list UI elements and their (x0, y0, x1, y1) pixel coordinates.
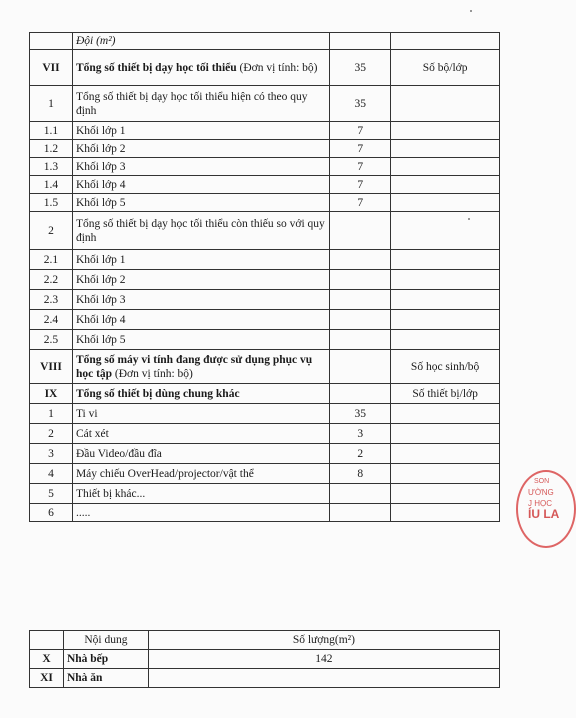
row-quantity: 2 (330, 444, 391, 464)
row-number: 1 (30, 86, 73, 122)
row-content: Tổng số thiết bị dạy học tối thiểu hiện có theo quy định (72, 86, 329, 122)
row-unit (391, 290, 500, 310)
table-row (30, 50, 500, 86)
table-row (30, 33, 500, 50)
row-quantity: 35 (330, 86, 391, 122)
row-number: 6 (30, 504, 73, 522)
row-unit (391, 140, 500, 158)
table-row (30, 404, 500, 424)
row-quantity (330, 310, 391, 330)
facility-header-qty: Số lượng(m²) (148, 631, 499, 650)
table-row (30, 290, 500, 310)
row-quantity: 35 (330, 404, 391, 424)
row-unit (391, 212, 500, 250)
row-content: Thiết bị khác... (72, 484, 329, 504)
row-number: 1.2 (30, 140, 73, 158)
row-unit (391, 330, 500, 350)
row-quantity: 8 (330, 464, 391, 484)
row-number: 1.3 (30, 158, 73, 176)
row-content: Máy chiếu OverHead/projector/vật thể (72, 464, 329, 484)
row-unit (391, 86, 500, 122)
row-content-bold: Tổng số thiết bị dạy học tối thiểu (75, 61, 237, 74)
table-row (30, 384, 500, 404)
row-quantity (330, 250, 391, 270)
row-number: 1.4 (30, 176, 73, 194)
facility-qty (148, 669, 499, 688)
facility-content: Nhà ăn (63, 669, 148, 688)
table-row (30, 194, 500, 212)
row-content-bold: Tổng số thiết bị dùng chung khác (75, 387, 240, 400)
row-content: Đầu Video/đầu đĩa (72, 444, 329, 464)
row-quantity (330, 290, 391, 310)
row-content: ..... (72, 504, 329, 522)
row-content (72, 384, 329, 404)
row-number: 2.4 (30, 310, 73, 330)
row-number: 3 (30, 444, 73, 464)
facility-table (29, 630, 500, 688)
row-quantity (330, 504, 391, 522)
row-unit (391, 444, 500, 464)
row-number: VIII (30, 350, 73, 384)
row-unit (391, 424, 500, 444)
table-row (30, 122, 500, 140)
row-unit: Số học sinh/bộ (391, 350, 500, 384)
facility-header-no (30, 631, 64, 650)
row-content: Khối lớp 1 (72, 122, 329, 140)
row-quantity: 3 (330, 424, 391, 444)
equipment-table (29, 32, 500, 522)
row-content: Ti vi (72, 404, 329, 424)
row-number: VII (30, 50, 73, 86)
row-number: 1.5 (30, 194, 73, 212)
row-quantity (330, 330, 391, 350)
table-row (30, 250, 500, 270)
table-row (30, 350, 500, 384)
facility-header-row (30, 631, 500, 650)
table-row (30, 484, 500, 504)
row-quantity (330, 384, 391, 404)
row-number: 2.5 (30, 330, 73, 350)
facility-row (30, 650, 500, 669)
facility-no: X (30, 650, 64, 669)
row-unit (391, 122, 500, 140)
row-content: Tổng số thiết bị dạy học tối thiểu còn thiếu so với quy định (72, 212, 329, 250)
row-number: 4 (30, 464, 73, 484)
table-row (30, 140, 500, 158)
facility-header-content: Nội dung (63, 631, 148, 650)
row-unit (391, 504, 500, 522)
table-row (30, 504, 500, 522)
table-row (30, 464, 500, 484)
row-unit (391, 484, 500, 504)
row-quantity: 35 (330, 50, 391, 86)
table-row (30, 86, 500, 122)
table-row (30, 158, 500, 176)
row-content (72, 50, 329, 86)
stamp-text: ƯỜNG (528, 488, 554, 497)
row-quantity: 7 (330, 176, 391, 194)
row-quantity (330, 212, 391, 250)
facility-qty: 142 (148, 650, 499, 669)
row-unit (391, 404, 500, 424)
row-number (30, 33, 73, 50)
row-quantity (330, 350, 391, 384)
row-content: Khối lớp 3 (72, 290, 329, 310)
row-unit (391, 250, 500, 270)
row-number: 2.3 (30, 290, 73, 310)
row-unit (391, 176, 500, 194)
row-content: Khối lớp 2 (72, 270, 329, 290)
red-seal-stamp (516, 470, 576, 548)
row-content: Khối lớp 4 (72, 310, 329, 330)
stamp-text: J HỌC (528, 499, 552, 508)
table-row (30, 424, 500, 444)
row-unit (391, 194, 500, 212)
row-number: 2.2 (30, 270, 73, 290)
table-row (30, 310, 500, 330)
row-number: IX (30, 384, 73, 404)
row-number: 2 (30, 212, 73, 250)
table-row (30, 330, 500, 350)
row-content: Cát xét (72, 424, 329, 444)
table-row (30, 212, 500, 250)
row-unit (391, 464, 500, 484)
row-unit (391, 33, 500, 50)
stamp-text: ÍU LA (528, 507, 560, 521)
row-unit (391, 158, 500, 176)
row-content-rest: (Đơn vị tính: bộ) (236, 61, 318, 74)
row-quantity: 7 (330, 194, 391, 212)
row-content: Khối lớp 1 (72, 250, 329, 270)
facility-content: Nhà bếp (63, 650, 148, 669)
row-number: 1 (30, 404, 73, 424)
row-number: 1.1 (30, 122, 73, 140)
row-unit: Số bộ/lớp (391, 50, 500, 86)
table-row (30, 270, 500, 290)
row-number: 2.1 (30, 250, 73, 270)
row-number: 5 (30, 484, 73, 504)
row-content-bold: Tổng số máy vi tính đang được sử dụng phục vụ học tập (75, 353, 313, 380)
facility-row (30, 669, 500, 688)
row-quantity (330, 33, 391, 50)
row-content: Khối lớp 4 (72, 176, 329, 194)
row-quantity (330, 484, 391, 504)
row-quantity: 7 (330, 122, 391, 140)
table-row (30, 176, 500, 194)
row-content: Đội (m²) (72, 33, 329, 50)
row-content: Khối lớp 5 (72, 330, 329, 350)
row-number: 2 (30, 424, 73, 444)
scan-speck (470, 10, 472, 12)
row-content: Khối lớp 2 (72, 140, 329, 158)
row-quantity (330, 270, 391, 290)
row-unit (391, 310, 500, 330)
row-quantity: 7 (330, 158, 391, 176)
facility-no: XI (30, 669, 64, 688)
row-content: Khối lớp 5 (72, 194, 329, 212)
row-content-rest: (Đơn vị tính: bộ) (112, 367, 193, 380)
row-content: Khối lớp 3 (72, 158, 329, 176)
scan-speck (468, 218, 470, 220)
row-unit: Số thiết bị/lớp (391, 384, 500, 404)
row-content (72, 350, 329, 384)
stamp-text: SON (534, 478, 550, 485)
row-unit (391, 270, 500, 290)
row-quantity: 7 (330, 140, 391, 158)
table-row (30, 444, 500, 464)
